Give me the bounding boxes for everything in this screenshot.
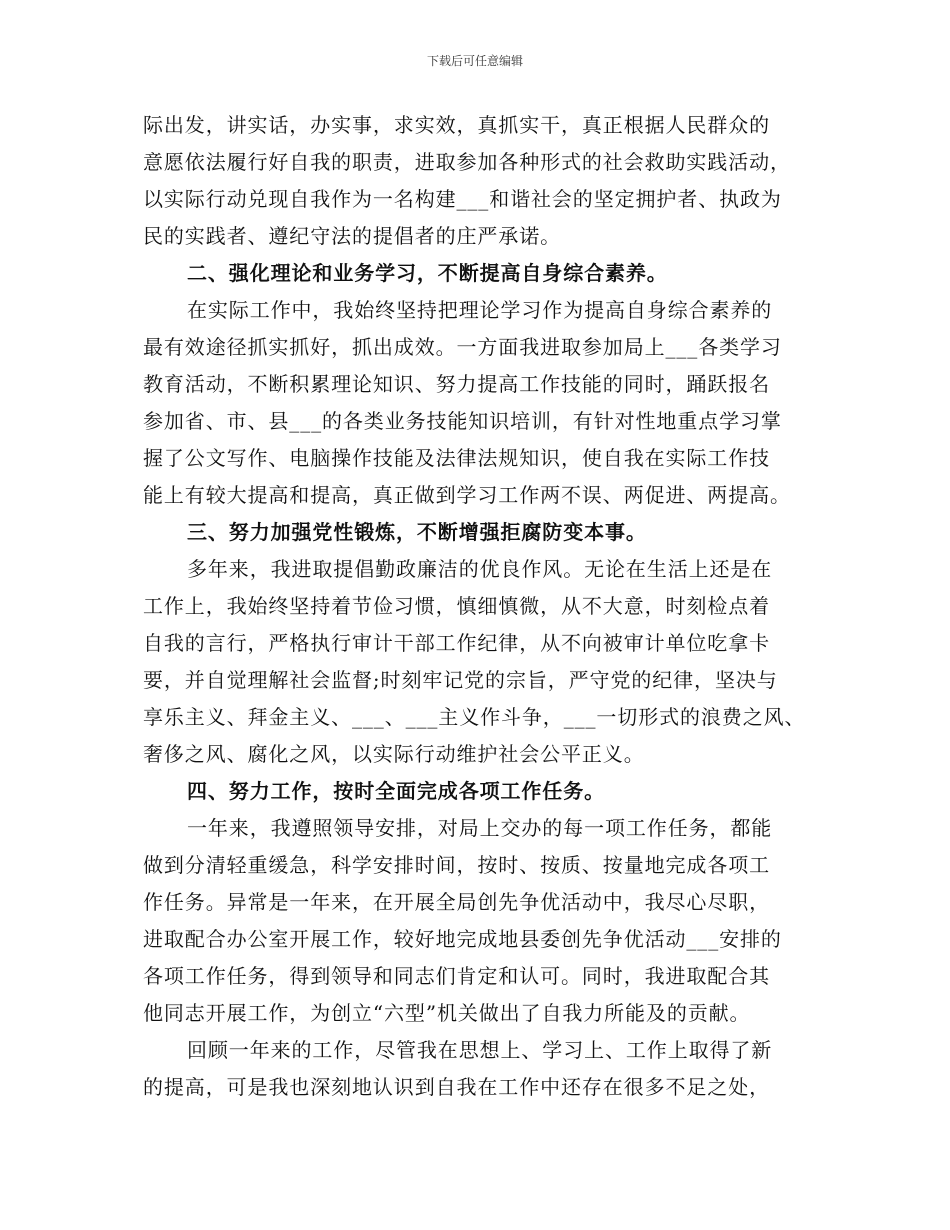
paragraph-line: 享乐主义、拜金主义、___、___主义作斗争，___一切形式的浪费之风、 [143,705,806,729]
paragraph-line: 奢侈之风、腐化之风，以实际行动维护社会公平正义。 [143,742,645,766]
paragraph-line: 进取配合办公室开展工作，较好地完成地县委创先争优活动___安排的 [143,927,782,951]
paragraph-line: 要，并自觉理解社会监督;时刻牢记党的宗旨，严守党的纪律，坚决与 [143,668,778,692]
paragraph-line: 他同志开展工作，为创立“六型”机关做出了自我力所能及的贡献。 [143,1001,751,1025]
paragraph-line: 以实际行动兑现自我作为一名构建___和谐社会的坚定拥护者、执政为 [143,187,782,211]
section-heading: 三、努力加强党性锻炼，不断增强拒腐防变本事。 [187,520,647,544]
paragraph-line: 作任务。异常是一年来，在开展全局创先争优活动中，我尽心尽职， [143,890,770,914]
section-heading: 二、强化理论和业务学习，不断提高自身综合素养。 [187,261,668,285]
paragraph-line: 一年来，我遵照领导安排，对局上交办的每一项工作任务，都能 [187,816,773,840]
paragraph-line: 多年来，我进取提倡勤政廉洁的优良作风。无论在生活上还是在 [187,557,773,581]
paragraph-line: 最有效途径抓实抓好，抓出成效。一方面我进取参加局上___各类学习 [143,335,782,359]
section-heading: 四、努力工作，按时全面完成各项工作任务。 [187,779,605,803]
paragraph-line: 参加省、市、县___的各类业务技能知识培训，有针对性地重点学习掌 [143,409,782,433]
paragraph-line: 回顾一年来的工作，尽管我在思想上、学习上、工作上取得了新 [187,1038,773,1062]
paragraph-line: 做到分清轻重缓急，科学安排时间，按时、按质、按量地完成各项工 [143,853,770,877]
paragraph-line: 自我的言行，严格执行审计干部工作纪律，从不向被审计单位吃拿卡 [143,631,770,655]
page-header: 下载后可任意编辑 [426,54,523,68]
paragraph-line: 民的实践者、遵纪守法的提倡者的庄严承诺。 [143,224,561,248]
paragraph-line: 各项工作任务，得到领导和同志们肯定和认可。同时，我进取配合其 [143,964,770,988]
paragraph-line: 工作上，我始终坚持着节俭习惯，慎细慎微，从不大意，时刻检点着 [143,594,770,618]
paragraph-line: 际出发，讲实话，办实事，求实效，真抓实干，真正根据人民群众的 [143,113,770,137]
paragraph-line: 握了公文写作、电脑操作技能及法律法规知识，使自我在实际工作技 [143,446,770,470]
paragraph-line: 能上有较大提高和提高，真正做到学习工作两不误、两促进、两提高。 [143,483,791,507]
paragraph-line: 意愿依法履行好自我的职责，进取参加各种形式的社会救助实践活动， [143,150,791,174]
document-body [143,107,823,1106]
paragraph-line: 的提高，可是我也深刻地认识到自我在工作中还存在很多不足之处， [143,1075,770,1099]
paragraph-line: 在实际工作中，我始终坚持把理论学习作为提高自身综合素养的 [187,298,773,322]
paragraph-line: 教育活动，不断积累理论知识、努力提高工作技能的同时，踊跃报名 [143,372,770,396]
